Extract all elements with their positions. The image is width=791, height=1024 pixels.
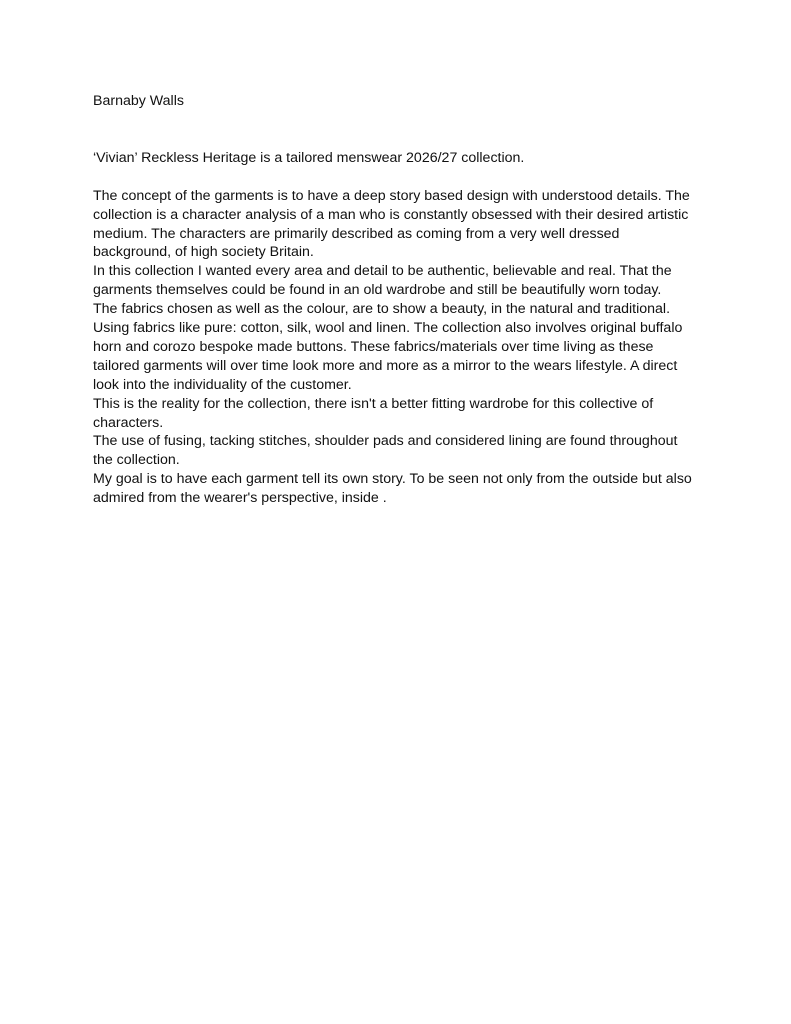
document-content bbox=[93, 92, 699, 508]
paragraph-goal: My goal is to have each garment tell its own story. To be seen not only from the outside but also admired from the wearer's perspective, inside . bbox=[93, 471, 692, 507]
author-name: Barnaby Walls bbox=[93, 93, 184, 109]
paragraph-authenticity: In this collection I wanted every area and detail to be authentic, believable and real. That the garments themselves could be found in an old wardrobe and still be beautifully worn today. bbox=[93, 263, 672, 299]
document-body bbox=[93, 187, 699, 508]
collection-intro: ‘Vivian’ Reckless Heritage is a tailored menswear 2026/27 collection. bbox=[93, 149, 525, 166]
paragraph-reality: This is the reality for the collection, there isn't a better fitting wardrobe for this collective of characters. bbox=[93, 395, 654, 431]
paragraph-fabrics: The fabrics chosen as well as the colour, are to show a beauty, in the natural and traditional. Using fabrics like pure: cotton, silk, wool and linen. The collection also involves original buffalo horn and corozo bespoke made buttons. These fabrics/materials over time living as these tailored garments will over time look more and more as a mirror to the wears lifestyle. A direct look into the individuality of the customer. bbox=[93, 301, 683, 393]
paragraph-concept: The concept of the garments is to have a deep story based design with understood details. The collection is a character analysis of a man who is constantly obsessed with their desired artistic medium. The characters are primarily described as coming from a very well dressed background, of high society Britain. bbox=[93, 187, 690, 261]
paragraph-construction: The use of fusing, tacking stitches, shoulder pads and considered lining are found throughout the collection. bbox=[93, 433, 678, 469]
